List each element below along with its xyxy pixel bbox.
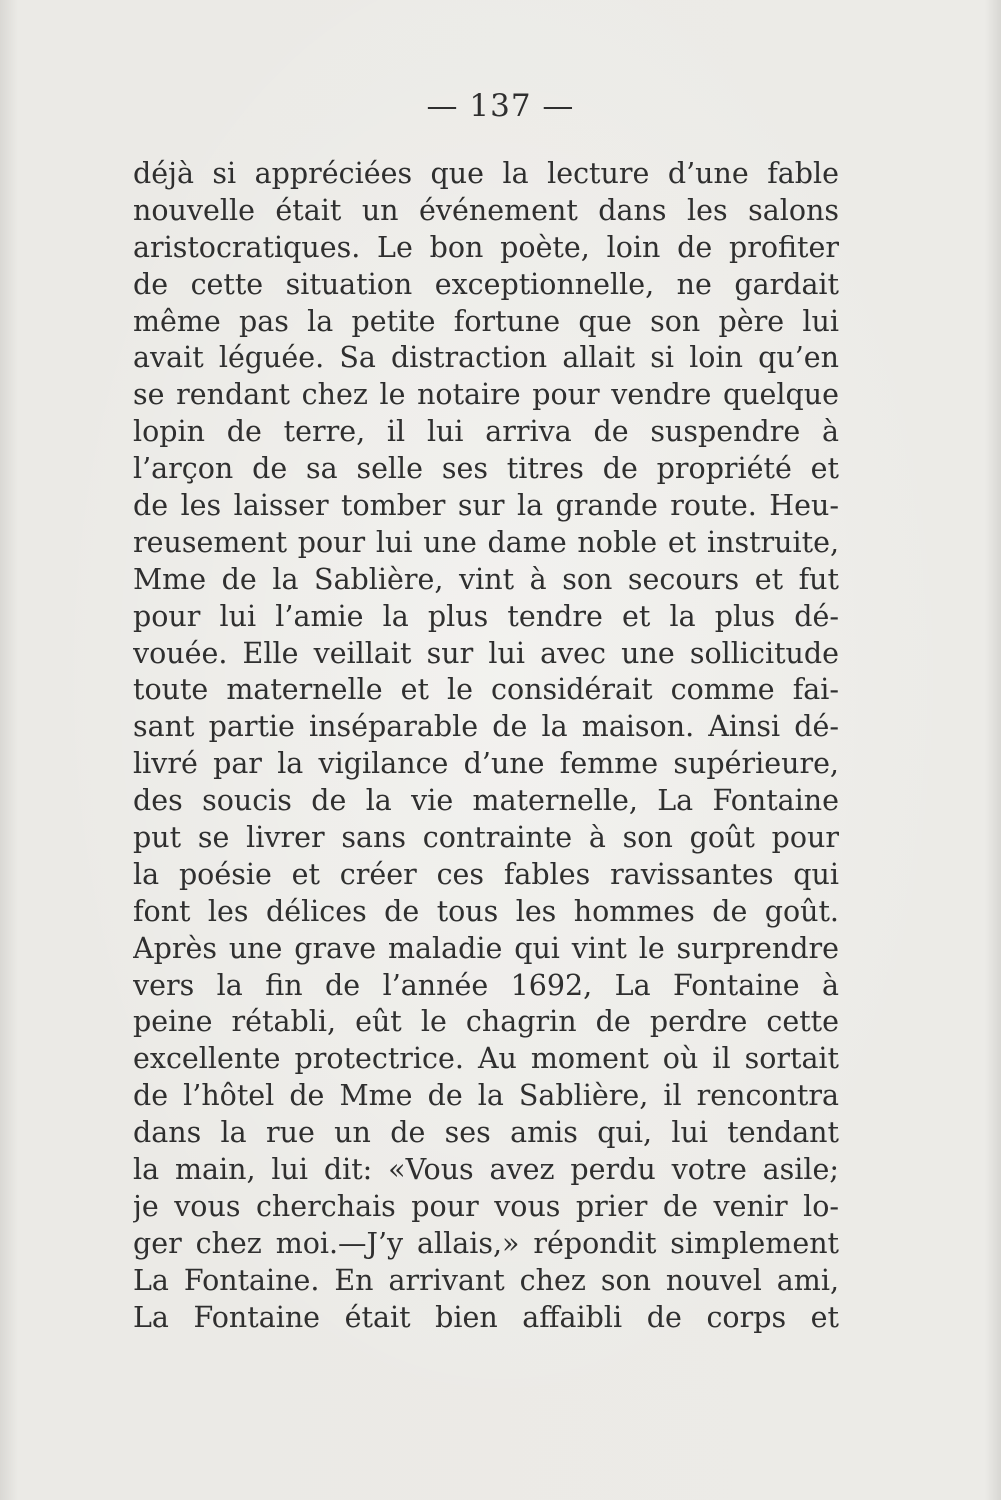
- text-line: La Fontaine était bien affaibli de corps et: [133, 1300, 839, 1334]
- text-line: de les laisser tomber sur la grande route. Heu-: [133, 489, 839, 523]
- page-number: — 137 —: [426, 88, 575, 124]
- text-line: lopin de terre, il lui arriva de suspendre à: [133, 415, 839, 449]
- body-text: [133, 156, 839, 1337]
- text-line: de cette situation exceptionnelle, ne gardait: [133, 267, 839, 301]
- text-line: vers la fin de l’année 1692, La Fontaine à: [133, 968, 839, 1002]
- text-line: des soucis de la vie maternelle, La Fontaine: [133, 784, 839, 818]
- text-line: font les délices de tous les hommes de goût.: [133, 894, 839, 928]
- text-line: excellente protectrice. Au moment où il sortait: [133, 1042, 839, 1076]
- text-line: même pas la petite fortune que son père lui: [133, 304, 839, 338]
- text-line: reusement pour lui une dame noble et instruite,: [133, 525, 839, 559]
- text-line: toute maternelle et le considérait comme fai-: [133, 673, 839, 707]
- text-line: la poésie et créer ces fables ravissantes qui: [133, 857, 839, 891]
- text-line: put se livrer sans contrainte à son goût pour: [133, 821, 839, 855]
- text-line: pour lui l’amie la plus tendre et la plus dé-: [133, 599, 839, 633]
- text-line: sant partie inséparable de la maison. Ainsi dé-: [133, 710, 839, 744]
- text-line: se rendant chez le notaire pour vendre quelque: [133, 378, 839, 412]
- text-line: déjà si appréciées que la lecture d’une fable: [133, 157, 839, 190]
- text-line: peine rétabli, eût le chagrin de perdre cette: [133, 1005, 839, 1039]
- text-line: livré par la vigilance d’une femme supérieure,: [133, 747, 839, 781]
- text-line: ger chez moi.—J’y allais,» répondit simplement: [133, 1226, 839, 1260]
- text-line: l’arçon de sa selle ses titres de propriété et: [133, 452, 839, 486]
- text-line: La Fontaine. En arrivant chez son nouvel ami,: [133, 1263, 839, 1297]
- text-line: je vous cherchais pour vous prier de venir lo-: [133, 1189, 839, 1223]
- text-line: aristocratiques. Le bon poète, loin de profiter: [133, 230, 839, 264]
- text-line: avait léguée. Sa distraction allait si loin qu’en: [133, 341, 839, 375]
- text-line: Après une grave maladie qui vint le surprendre: [133, 931, 839, 965]
- text-line: dans la rue un de ses amis qui, lui tendant: [133, 1116, 839, 1150]
- text-line: Mme de la Sablière, vint à son secours et fut: [133, 562, 839, 596]
- text-line: la main, lui dit: «Vous avez perdu votre asile;: [133, 1153, 839, 1187]
- text-line: vouée. Elle veillait sur lui avec une sollicitude: [133, 636, 839, 670]
- text-line: de l’hôtel de Mme de la Sablière, il rencontra: [133, 1079, 839, 1113]
- text-line: nouvelle était un événement dans les salons: [133, 193, 839, 227]
